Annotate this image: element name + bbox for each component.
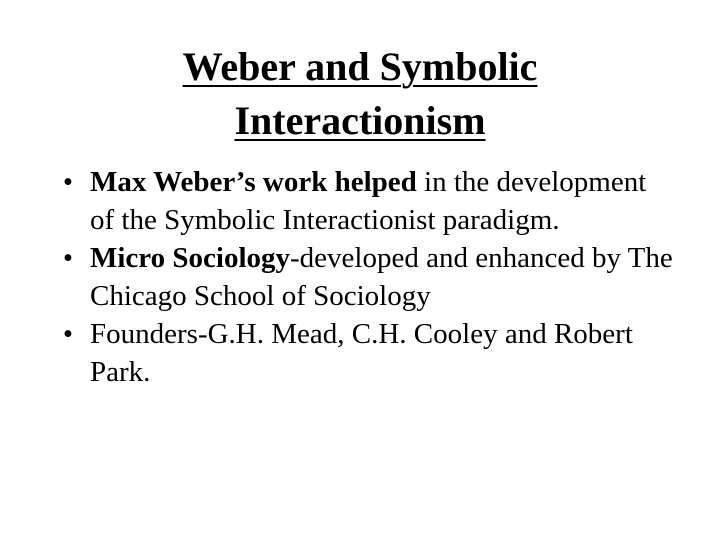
- bullet-text: in the development of the Symbolic Interactionist paradigm.: [90, 166, 647, 236]
- bullet-item-weber: [54, 163, 674, 239]
- bullet-icon: •: [62, 166, 74, 198]
- bullet-list: [54, 163, 674, 391]
- bullet-bold-text: Micro Sociology: [90, 242, 291, 274]
- bullet-icon: •: [62, 318, 74, 350]
- bullet-bold-text: Max Weber’s work helped: [90, 166, 417, 198]
- bullet-text: -developed and enhanced by The Chicago School of Sociology: [90, 242, 673, 312]
- bullet-item-micro-sociology: [54, 239, 674, 315]
- slide-title-line-2: Interactionism: [234, 98, 486, 143]
- bullet-item-founders: [54, 315, 674, 391]
- bullet-text: Founders-G.H. Mead, C.H. Cooley and Robert Park.: [90, 318, 633, 388]
- slide-title-line-1: Weber and Symbolic: [182, 44, 538, 89]
- bullet-icon: •: [62, 242, 74, 274]
- slide-title: [60, 40, 660, 148]
